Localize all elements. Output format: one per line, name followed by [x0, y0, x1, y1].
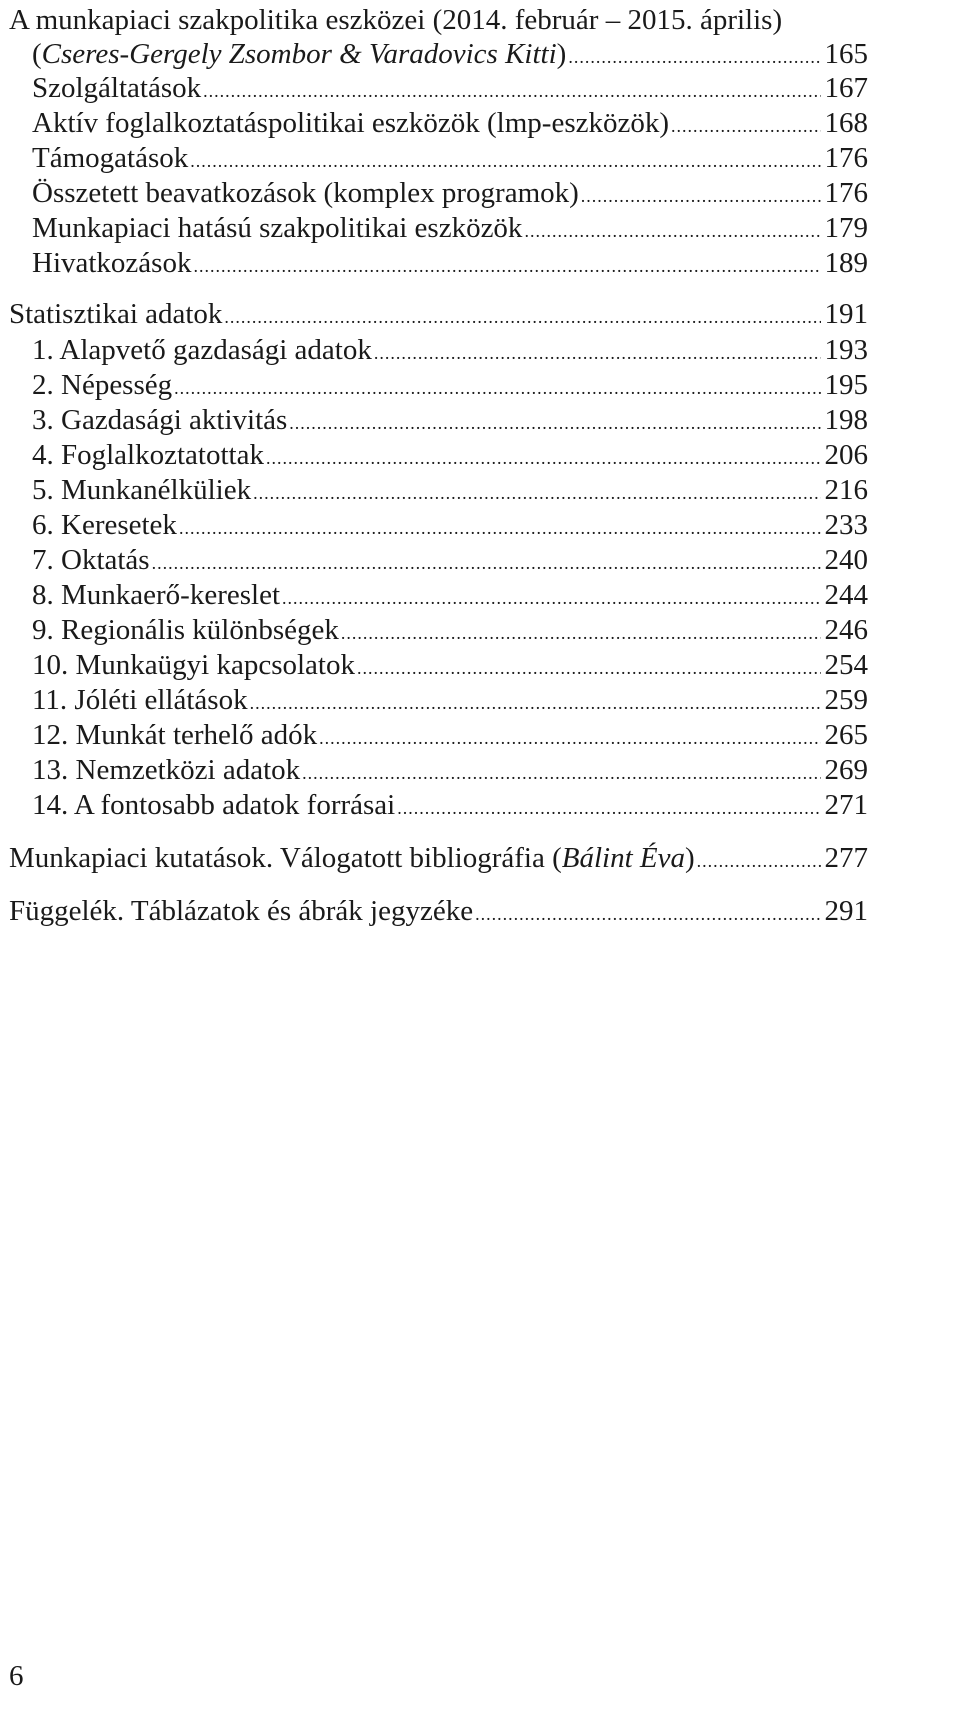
toc-entry-label: Hivatkozások — [32, 247, 192, 279]
toc-entry[interactable] — [0, 542, 868, 578]
toc-entry-page: 176 — [824, 177, 868, 209]
toc-entry-page: 271 — [824, 789, 868, 821]
toc-entry-page: 179 — [824, 212, 868, 244]
leader-dots — [174, 370, 820, 406]
toc-entry-page: 189 — [824, 247, 868, 279]
leader-dots — [374, 335, 821, 371]
leader-dots — [397, 790, 820, 826]
toc-entry-page: 198 — [824, 404, 868, 436]
toc-entry-label: Munkapiaci hatású szakpolitikai eszközök — [32, 212, 523, 244]
toc-entry[interactable] — [0, 367, 868, 403]
toc-entry-label: 7. Oktatás — [32, 544, 150, 576]
toc-entry-page: 269 — [824, 754, 868, 786]
toc-section-page: 191 — [824, 298, 868, 330]
toc-entry-label: 9. Regionális különbségek — [32, 614, 339, 646]
toc-entry-label: 2. Népesség — [32, 369, 173, 401]
toc-entry[interactable] — [0, 507, 868, 543]
toc-entry-page: 206 — [824, 439, 868, 471]
leader-dots — [203, 73, 820, 109]
leader-dots — [341, 615, 821, 651]
toc-entry[interactable] — [0, 70, 868, 106]
toc-entry-page: 168 — [824, 107, 868, 139]
chapter-heading: A munkapiaci szakpolitika eszközei (2014. február – 2015. április) — [9, 4, 783, 36]
leader-dots — [266, 440, 821, 476]
toc-entry[interactable] — [0, 105, 868, 141]
leader-dots — [179, 510, 821, 546]
leader-dots — [319, 720, 820, 756]
leader-dots — [193, 248, 820, 284]
toc-entry-label: 8. Munkaerő-kereslet — [32, 579, 281, 611]
toc-entry-label: 11. Jóléti ellátások — [32, 684, 248, 716]
leader-dots — [581, 178, 821, 214]
toc-entry-authors[interactable] — [0, 36, 868, 72]
toc-section-page: 277 — [824, 842, 868, 874]
toc-entry[interactable] — [0, 612, 868, 648]
leader-dots — [357, 650, 821, 686]
toc-entry-label: Szolgáltatások — [32, 72, 202, 104]
toc-section-label: Függelék. Táblázatok és ábrák jegyzéke — [9, 895, 474, 927]
toc-section[interactable] — [0, 840, 868, 876]
toc-section[interactable] — [0, 296, 868, 332]
toc-entry-page: 246 — [824, 614, 868, 646]
toc-section[interactable] — [0, 893, 868, 929]
toc-entry-label: Támogatások — [32, 142, 189, 174]
toc-entry-label: 10. Munkaügyi kapcsolatok — [32, 649, 355, 681]
leader-dots — [190, 143, 820, 179]
toc-entry[interactable] — [0, 577, 868, 613]
toc-entry-label: 6. Keresetek — [32, 509, 177, 541]
toc-entry[interactable] — [0, 332, 868, 368]
toc-entry-label: 14. A fontosabb adatok forrásai — [32, 789, 396, 821]
leader-dots — [475, 896, 820, 932]
leader-dots — [250, 685, 821, 721]
leader-dots — [152, 545, 821, 581]
toc-entry-label: (Cseres-Gergely Zsombor & Varadovics Kitti) — [32, 38, 567, 70]
leader-dots — [302, 755, 820, 791]
page-number: 6 — [9, 1660, 24, 1692]
toc-entry-page: 265 — [824, 719, 868, 751]
toc-entry-page: 195 — [824, 369, 868, 401]
toc-entry-page: 244 — [824, 579, 868, 611]
leader-dots — [671, 108, 820, 144]
toc-entry[interactable] — [0, 717, 868, 753]
toc-entry[interactable] — [0, 682, 868, 718]
leader-dots — [282, 580, 820, 616]
toc-entry[interactable] — [0, 402, 868, 438]
toc-entry-label: 5. Munkanélküliek — [32, 474, 252, 506]
toc-entry[interactable] — [0, 647, 868, 683]
leader-dots — [289, 405, 820, 441]
leader-dots — [524, 213, 820, 249]
toc-entry-page: 165 — [824, 38, 868, 70]
leader-dots — [224, 299, 820, 335]
leader-dots — [697, 843, 821, 879]
toc-entry-label: Összetett beavatkozások (komplex programok) — [32, 177, 579, 209]
toc-entry-label: 12. Munkát terhelő adók — [32, 719, 318, 751]
toc-entry-page: 176 — [824, 142, 868, 174]
toc-entry-label: 3. Gazdasági aktivitás — [32, 404, 288, 436]
toc-entry-page: 216 — [824, 474, 868, 506]
toc-entry[interactable] — [0, 437, 868, 473]
toc-entry-page: 193 — [824, 334, 868, 366]
toc-entry-page: 240 — [824, 544, 868, 576]
toc-entry-page: 254 — [824, 649, 868, 681]
toc-entry[interactable] — [0, 175, 868, 211]
toc-entry-label: 13. Nemzetközi adatok — [32, 754, 301, 786]
toc-section-page: 291 — [824, 895, 868, 927]
toc-entry-label: 1. Alapvető gazdasági adatok — [32, 334, 372, 366]
toc-entry-page: 233 — [824, 509, 868, 541]
toc-entry[interactable] — [0, 140, 868, 176]
toc-entry[interactable] — [0, 787, 868, 823]
toc-entry-label: Aktív foglalkoztatáspolitikai eszközök (lmp-eszközök) — [32, 107, 670, 139]
toc-entry[interactable] — [0, 210, 868, 246]
toc-entry-page: 167 — [824, 72, 868, 104]
toc-entry-page: 259 — [824, 684, 868, 716]
leader-dots — [253, 475, 820, 511]
toc-entry[interactable] — [0, 245, 868, 281]
toc-entry[interactable] — [0, 752, 868, 788]
toc-section-label: Munkapiaci kutatások. Válogatott bibliográfia (Bálint Éva) — [9, 842, 695, 874]
toc-section-label: Statisztikai adatok — [9, 298, 223, 330]
toc-entry[interactable] — [0, 472, 868, 508]
toc-entry-label: 4. Foglalkoztatottak — [32, 439, 264, 471]
